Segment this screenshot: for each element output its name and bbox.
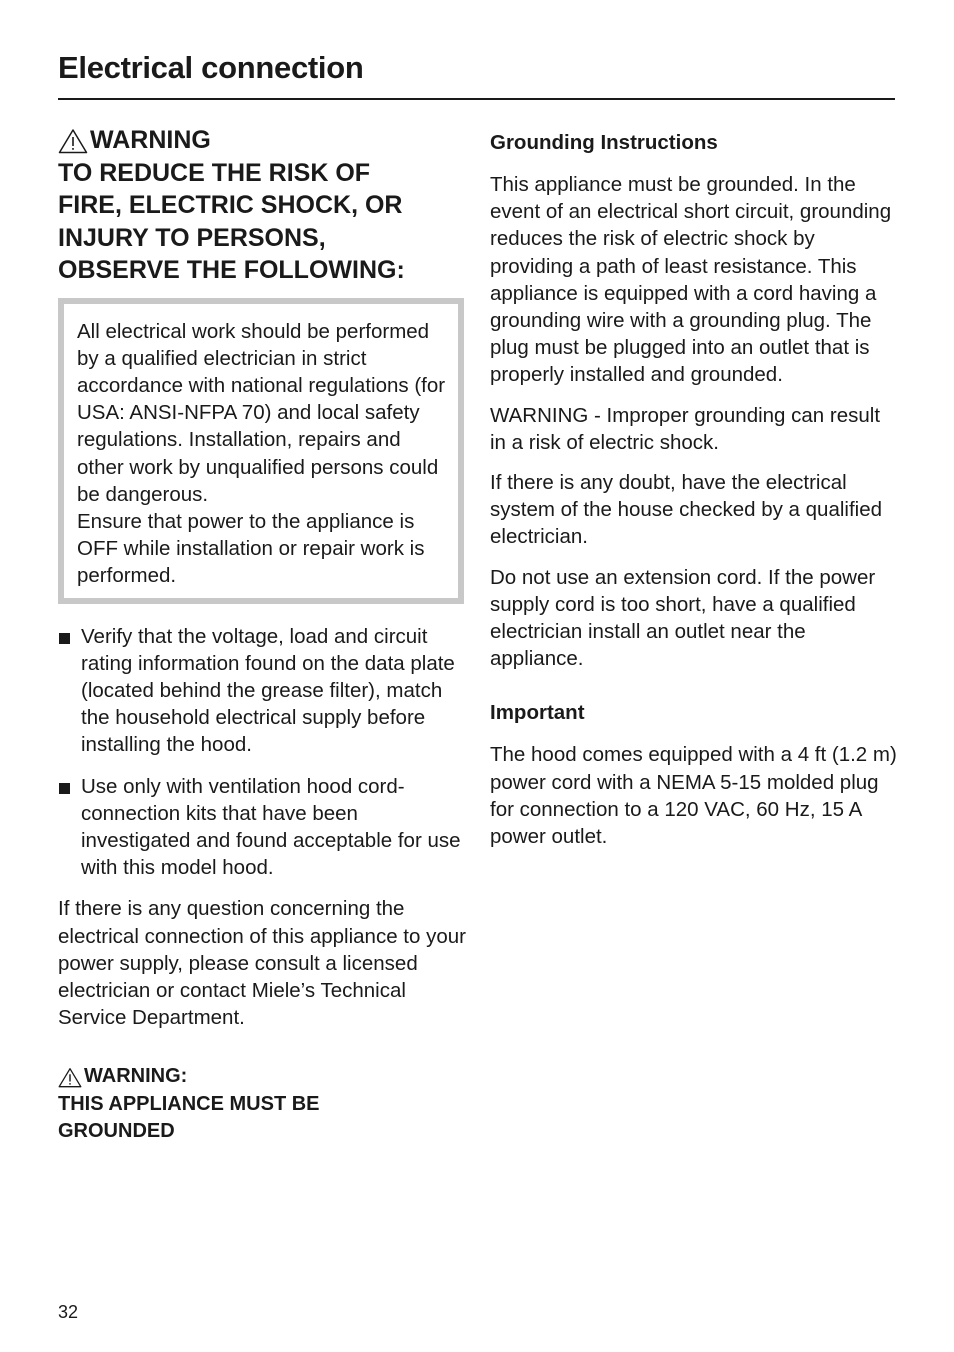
right-column — [490, 128, 900, 863]
warning-line: TO REDUCE THE RISK OF — [58, 158, 371, 187]
notice-paragraph: Ensure that power to the appliance is OFF while installation or repair work is performed. — [77, 509, 425, 588]
grounding-paragraph: This appliance must be grounded. In the event of an electrical short circuit, grounding reduces the risk of electric shock by providing a path of least resistance. This appliance is equipped with a cord having a grounding wire with a grounding plug. The plug must be plugged into an outlet that is properly installed and grounded. — [490, 173, 892, 387]
bullet-square-icon — [59, 783, 70, 794]
grounding-paragraph: Do not use an extension cord. If the power supply cord is too short, have a qualified electrician install an outlet near the appliance. — [490, 565, 876, 671]
grounding-instructions-heading: Grounding Instructions — [490, 131, 718, 154]
left-column — [58, 124, 468, 1146]
consult-electrician-paragraph: If there is any question concerning the electrical connection of this appliance to your power supply, please consult a licensed electrician or contact Miele’s Technical Service Department. — [58, 897, 466, 1030]
bullet-square-icon — [59, 633, 70, 644]
grounding-paragraph: If there is any doubt, have the electrical system of the house checked by a qualified electrician. — [490, 471, 883, 549]
qualified-electrician-notice — [58, 298, 464, 604]
notice-paragraph: All electrical work should be performed by a qualified electrician in strict accordance with national regulations (for USA: ANSI-NFPA 70) and local safety regulations. Installation, repairs and other work by unqualified persons could be dangerous. — [77, 319, 446, 506]
warning-label: WARNING: — [84, 1065, 188, 1088]
warning-line: OBSERVE THE FOLLOWING: — [58, 256, 405, 284]
warning-line: THIS APPLIANCE MUST BE — [58, 1092, 320, 1115]
important-heading: Important — [490, 701, 585, 725]
warning-triangle-icon — [58, 128, 88, 154]
grounding-paragraph: WARNING - Improper grounding can result in a risk of electric shock. — [490, 403, 881, 454]
warning-line: FIRE, ELECTRIC SHOCK, OR — [58, 191, 403, 219]
list-item: Verify that the voltage, load and circuit rating information found on the data plate (located behind the grease filter), match the household electrical supply before installing the hood. — [58, 623, 468, 759]
page-number: 32 — [58, 1302, 79, 1322]
title-divider — [58, 98, 895, 100]
list-item: Use only with ventilation hood cord-connection kits that have been investigated and found acceptable for use with this model hood. — [58, 773, 468, 882]
warning-triangle-icon — [58, 1067, 82, 1088]
requirements-list — [58, 623, 468, 882]
grounded-warning — [58, 1063, 468, 1146]
fire-shock-warning — [58, 124, 468, 287]
warning-label: WARNING — [90, 126, 211, 154]
warning-line: GROUNDED — [58, 1120, 175, 1143]
page-title: Electrical connection — [58, 50, 364, 85]
warning-line: INJURY TO PERSONS, — [58, 223, 326, 252]
power-cord-paragraph: The hood comes equipped with a 4 ft (1.2 m) power cord with a NEMA 5-15 molded plug for connection to a 120 VAC, 60 Hz, 15 A power outlet. — [490, 743, 897, 849]
